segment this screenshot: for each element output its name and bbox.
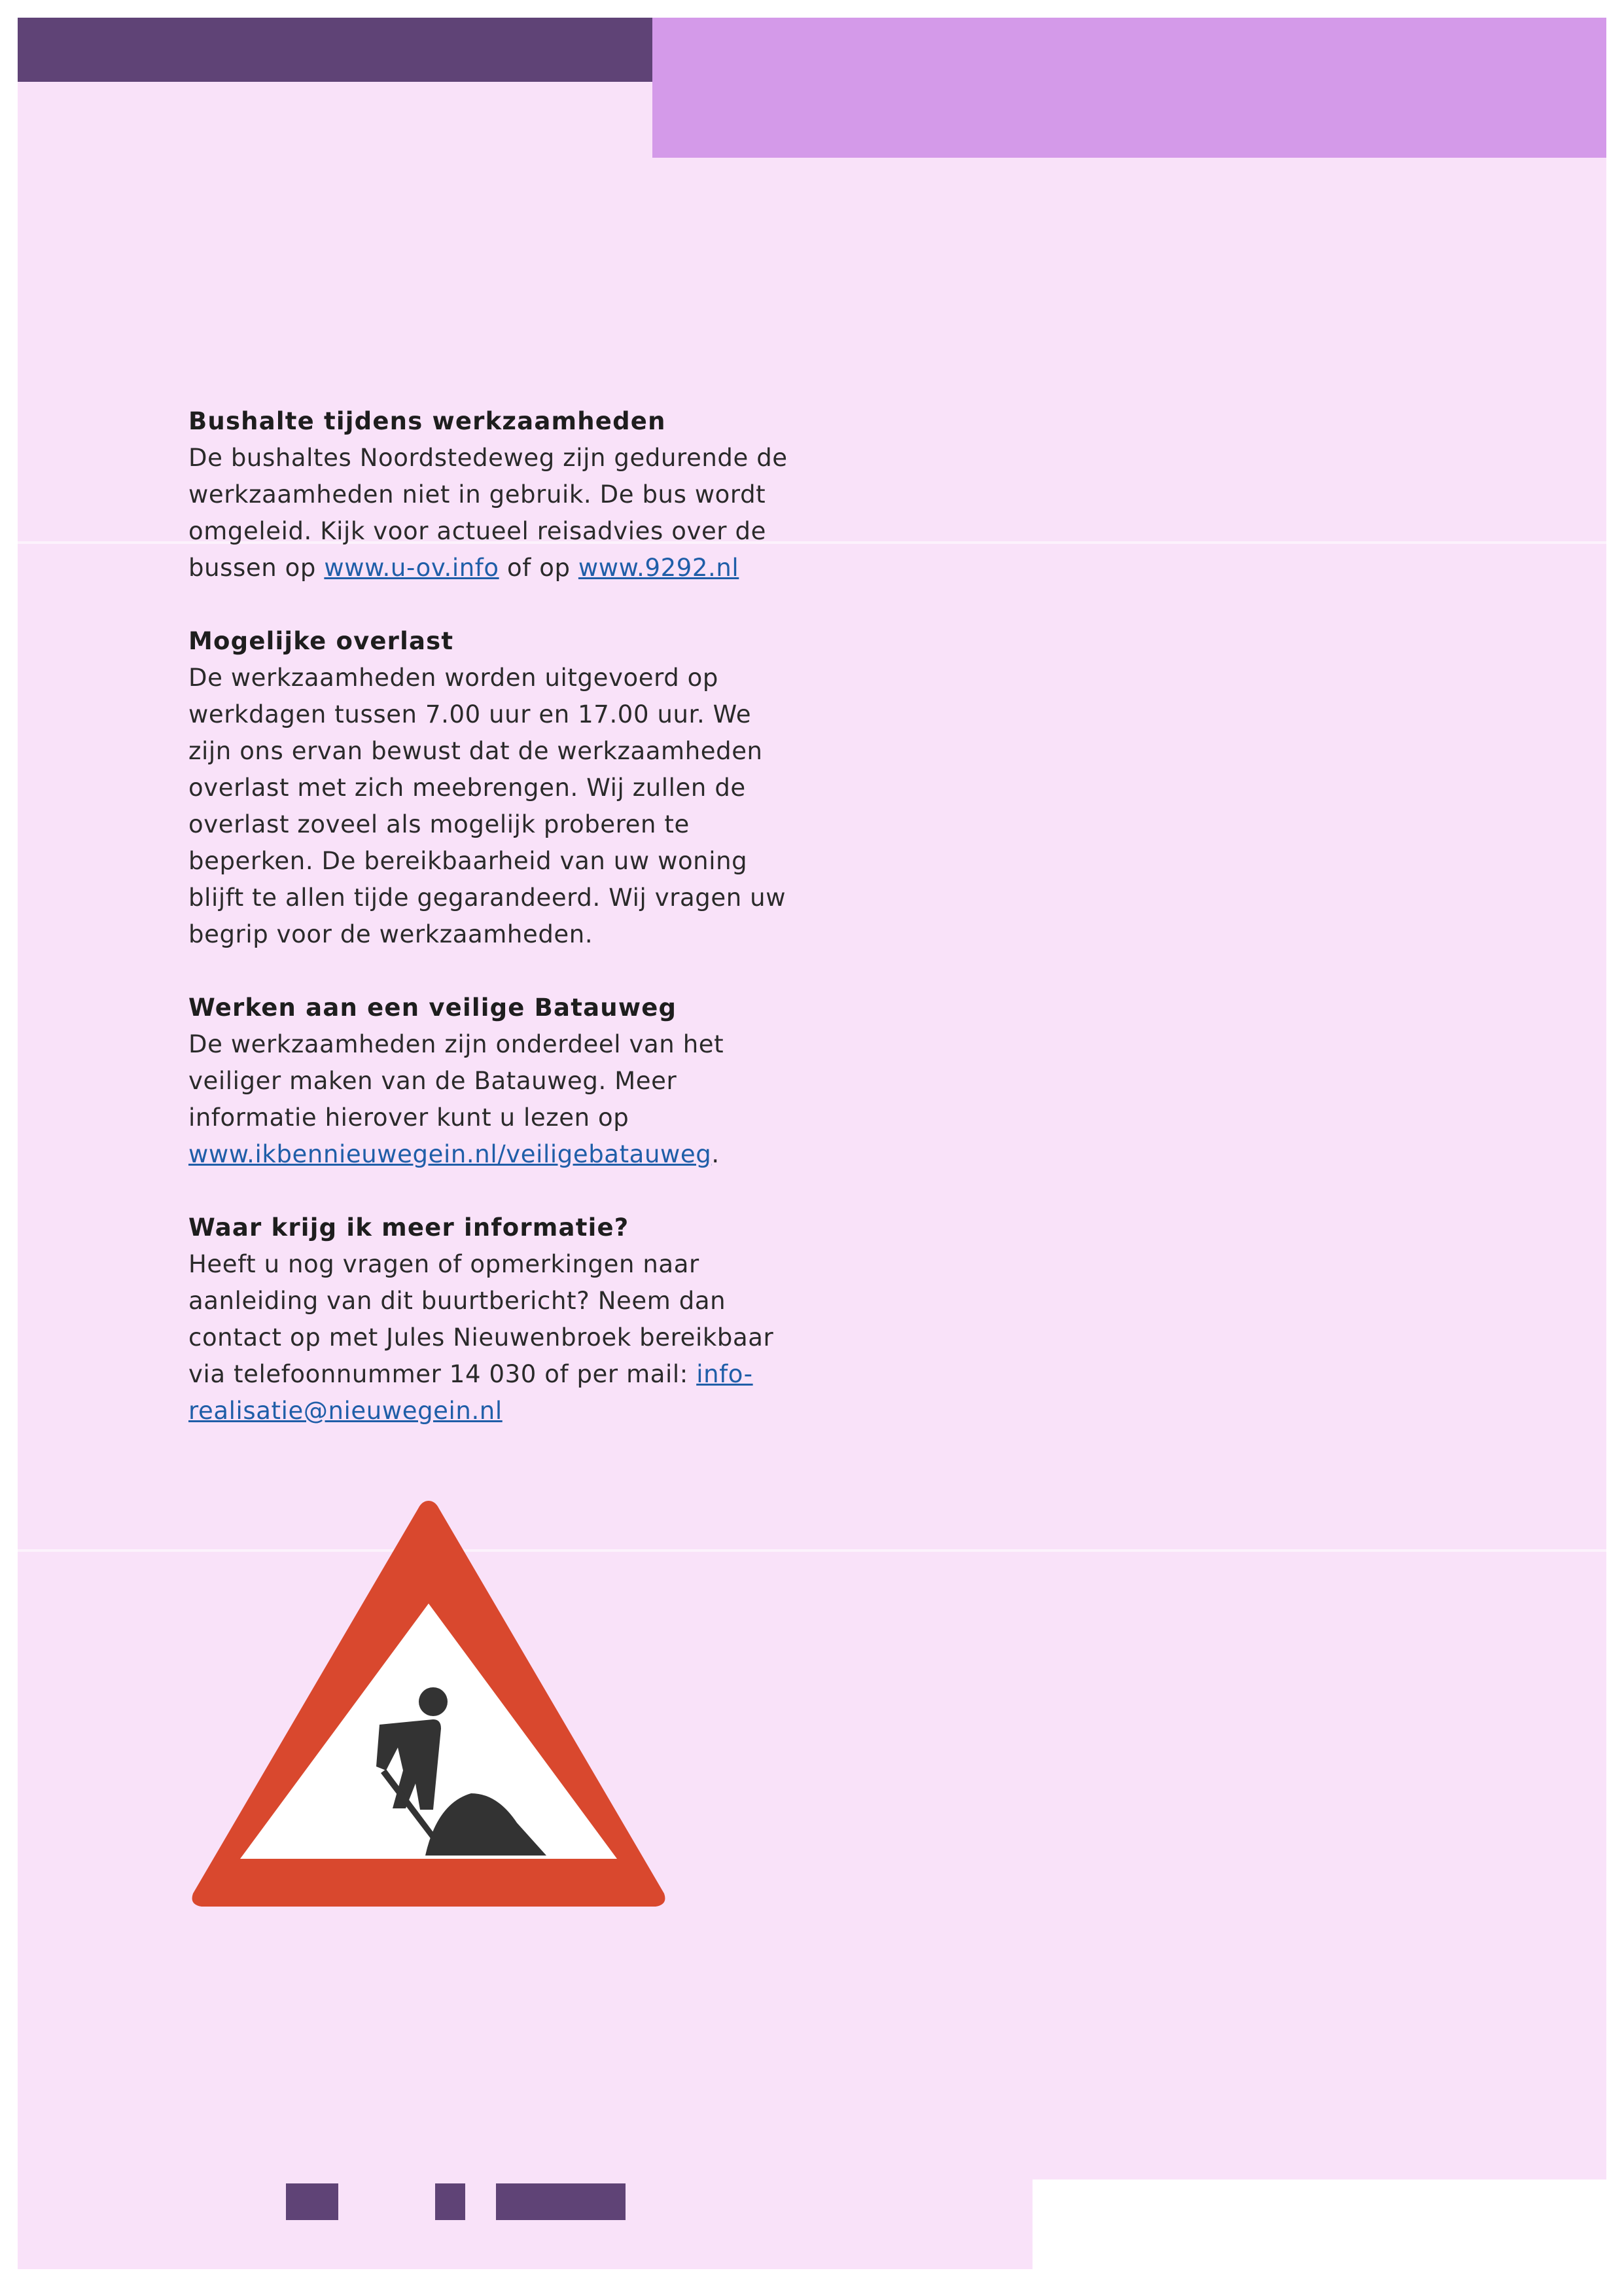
- section-heading-overlast: Mogelijke overlast: [188, 627, 454, 655]
- 9292-link[interactable]: www.9292.nl: [578, 554, 739, 582]
- section-heading-bushalte: Bushalte tijdens werkzaamheden: [188, 407, 666, 435]
- footer-block: [496, 2183, 626, 2220]
- scan-white-corner: [1033, 2179, 1606, 2269]
- footer-block: [435, 2183, 465, 2220]
- email-link[interactable]: info-realisatie@nieuwegein.nl: [188, 1360, 753, 1425]
- batauweg-text-after: .: [711, 1140, 720, 1168]
- road-works-sign-icon: [190, 1496, 667, 1914]
- section-text-overlast: De werkzaamheden worden uitgevoerd op werkdagen tussen 7.00 uur en 17.00 uur. We zijn ons ervan bewust dat de werkzaamheden overlast met zich meebrengen. Wij zullen de overlast zoveel als mogelijk proberen te beperken. De bereikbaarheid van uw woning blijft te allen tijde gegarandeerd. Wij vragen uw begrip voor de werkzaamheden.: [188, 664, 786, 948]
- bushalte-text-between: of op: [499, 554, 578, 582]
- header-bar-light: [652, 18, 1606, 158]
- veilige-batauweg-link[interactable]: www.ikbennieuwegein.nl/veiligebatauweg: [188, 1140, 712, 1168]
- letter-content: [188, 403, 790, 1429]
- section-text-batauweg: [188, 1026, 790, 1173]
- section-text-bushalte: [188, 440, 790, 586]
- section-heading-batauweg: Werken aan een veilige Batauweg: [188, 994, 677, 1022]
- header-bar-dark: [18, 18, 652, 82]
- bushalte-text: De bushaltes Noordstedeweg zijn gedurende de werkzaamheden niet in gebruik. De bus wordt omgeleid. Kijk voor actueel reisadvies over de bussen op: [188, 444, 788, 582]
- section-text-informatie: [188, 1246, 790, 1429]
- worker-head: [419, 1687, 448, 1716]
- u-ov-link[interactable]: www.u-ov.info: [324, 554, 499, 582]
- footer-block: [286, 2183, 338, 2220]
- section-heading-informatie: Waar krijg ik meer informatie?: [188, 1213, 629, 1242]
- batauweg-text: De werkzaamheden zijn onderdeel van het veiliger maken van de Batauweg. Meer informatie hierover kunt u lezen op: [188, 1030, 724, 1132]
- informatie-text: Heeft u nog vragen of opmerkingen naar aanleiding van dit buurtbericht? Neem dan contact op met Jules Nieuwenbroek bereikbaar via telefoonnummer 14 030 of per mail:: [188, 1250, 774, 1388]
